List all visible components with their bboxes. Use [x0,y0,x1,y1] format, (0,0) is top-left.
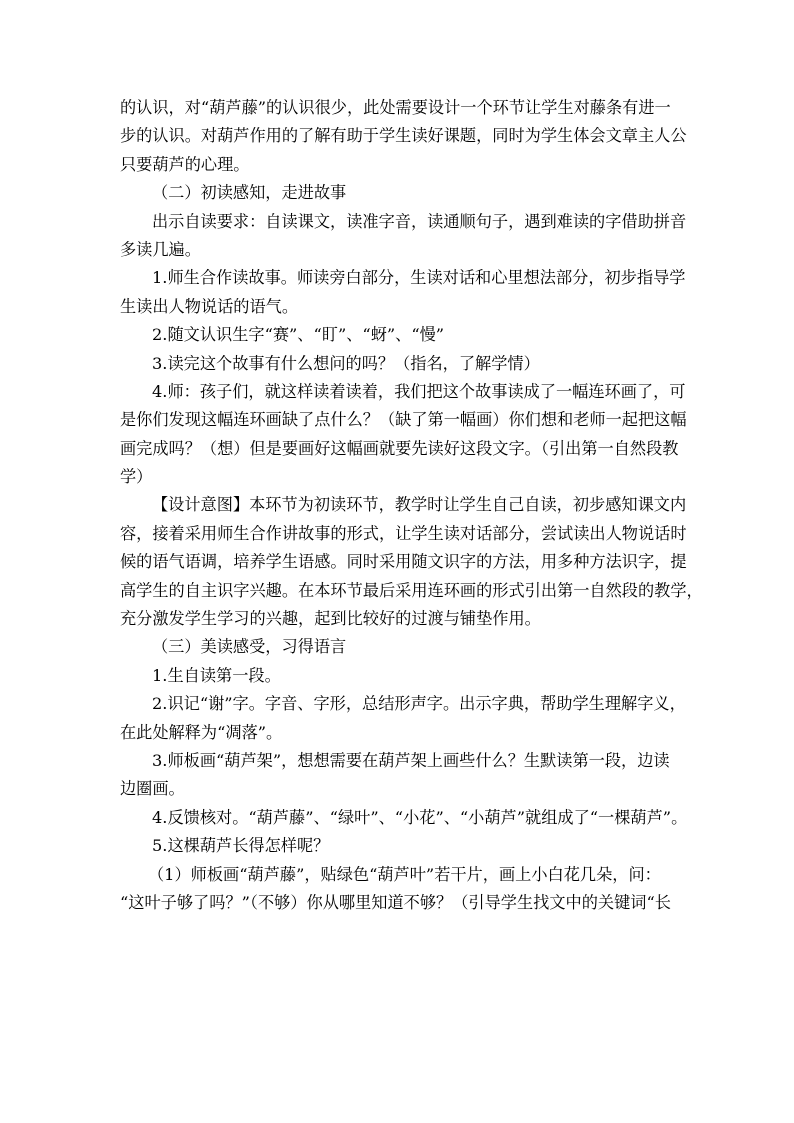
paragraph-item-4 [120,378,687,492]
section-heading-3 [120,633,680,661]
text-line: 5.这棵葫芦长得怎样呢？ [152,836,330,856]
text-line: 多读几遍。 [120,239,201,259]
text-line: 4.反馈核对。“葫芦藤”、“绿叶”、“小花”、“小葫芦”就组成了“一棵葫芦”。 [152,807,688,827]
text-line: （1）师板画“葫芦藤”，贴绿色“葫芦叶”若干片，画上小白花几朵，问： [148,864,661,884]
text-line: 4.师：孩子们，就这样读着读着，我们把这个故事读成了一幅连环画了，可 [152,381,686,401]
paragraph-design-intent [120,491,703,633]
paragraph-item-1 [120,264,686,321]
text-line: 画完成吗？（想）但是要画好这幅画就要先读好这段文字。（引出第一自然段教 [120,438,679,458]
text-line: 2.随文认识生字“赛”、“盯”、“蚜”、“慢” [152,325,445,345]
paragraph-step-5 [120,832,680,860]
text-line: 1.生自读第一段。 [152,665,281,685]
text-line: 是你们发现这幅连环画缺了点什么？（缺了第一幅画）你们想和老师一起把这幅 [120,410,687,430]
text-line: 步的认识。对葫芦作用的了解有助于学生读好课题，同时为学生体会文章主人公 [120,126,687,146]
text-line: 的认识，对“葫芦藤”的认识很少，此处需要设计一个环节让学生对藤条有进一 [120,98,671,117]
text-line: 出示自读要求：自读课文，读准字音，读通顺句子，遇到难读的字借助拼音 [152,211,687,231]
paragraph-item-3 [120,350,680,378]
text-line: 只要葫芦的心理。 [120,154,250,174]
paragraph-step-4 [120,804,688,832]
paragraph-step-3 [120,747,680,804]
text-line: 生读出人物说话的语气。 [120,296,299,316]
heading-text: （二）初读感知，走进故事 [152,183,347,203]
text-line: 在此处解释为“凋落”。 [120,722,283,742]
text-line: 容，接着采用师生合作讲故事的形式，让学生读对话部分，尝试读出人物说话时 [120,523,687,543]
heading-text: （三）美读感受，习得语言 [152,637,347,657]
paragraph-item-2 [120,321,680,349]
text-line: 候的语气语调，培养学生语感。同时采用随文识字的方法，用多种方法识字，提 [120,552,687,572]
text-line: 学） [120,467,153,487]
text-line: 3.读完这个故事有什么想问的吗？（指名，了解学情） [152,353,540,373]
text-line: 充分激发学生学习的兴趣，起到比较好的过渡与铺垫作用。 [120,609,541,629]
paragraph-step-2 [120,690,686,747]
text-line: 边圈画。 [120,779,185,799]
section-heading-2 [120,179,680,207]
text-line: 高学生的自主识字兴趣。在本环节最后采用连环画的形式引出第一自然段的教学， [120,580,703,600]
paragraph-continuation [120,94,687,179]
paragraph-step-1 [120,662,680,690]
document-body [120,94,703,917]
text-line: “这叶子够了吗？”（不够）你从哪里知道不够？（引导学生找文中的关键词“长 [120,892,671,912]
text-line: 3.师板画“葫芦架”，想想需要在葫芦架上画些什么？生默读第一段，边读 [152,750,670,770]
text-line: 1.师生合作读故事。师读旁白部分，生读对话和心里想法部分，初步指导学 [152,268,686,288]
text-line: 2.识记“谢”字。字音、字形，总结形声字。出示字典，帮助学生理解字义， [152,694,686,714]
paragraph-reading-requirements [120,208,687,265]
paragraph-substep-1 [120,861,680,918]
text-line: 【设计意图】本环节为初读环节，教学时让学生自己自读，初步感知课文内 [152,495,687,515]
